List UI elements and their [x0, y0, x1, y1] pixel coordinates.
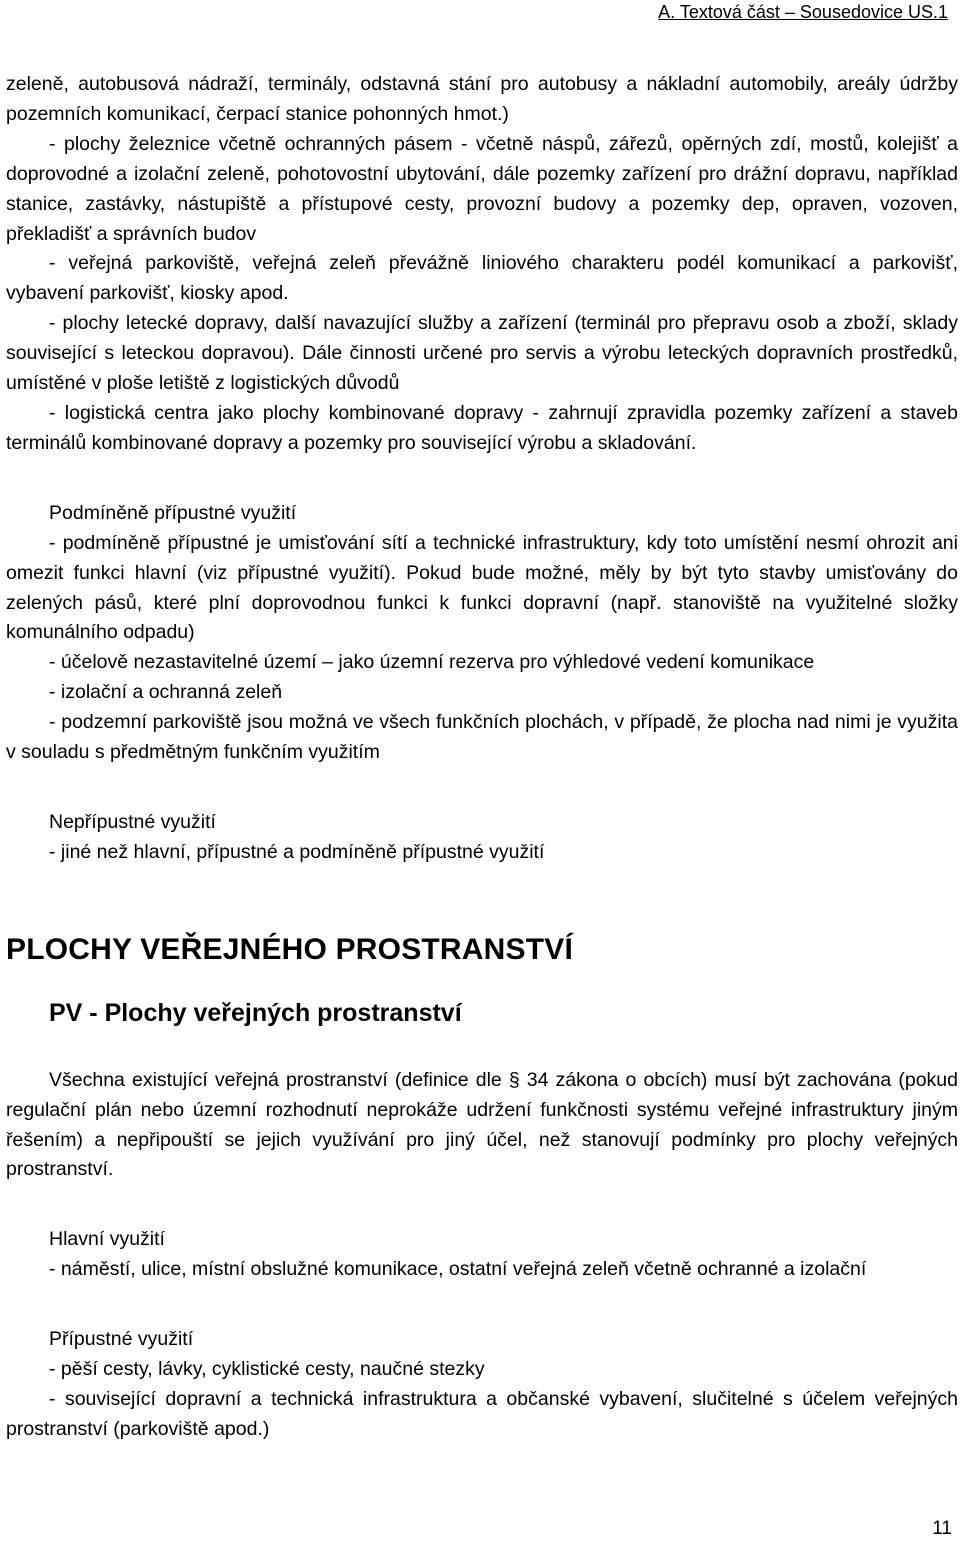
paragraph: - izolační a ochranná zeleň [49, 681, 283, 704]
spacer [6, 1185, 958, 1225]
spacer [6, 868, 958, 930]
paragraph: Všechna existující veřejná prostranství (definice dle § 34 zákona o obcích) musí být zachována (pokud regulační plán nebo územní rozhodnutí neprokáže udržení funkčnosti systému veřejné infrastruktury jiným řešením) a nepřipouští se jejich využívání pro jiný účel, než stanovují podmínky pro plochy veřejných prostranství. [6, 1068, 958, 1181]
page-number: 11 [932, 1518, 952, 1539]
paragraph: zeleně, autobusová nádraží, terminály, odstavná stání pro autobusy a nákladní automobily, areály údržby pozemních komunikací, čerpací stanice pohonných hmot.) [6, 73, 958, 125]
paragraph: - náměstí, ulice, místní obslužné komunikace, ostatní veřejná zeleň včetně ochranné a izolační [49, 1258, 867, 1281]
paragraph: - podzemní parkoviště jsou možná ve všech funkčních plochách, v případě, že plocha nad nimi je využita v souladu s předmětným funkčním využitím [6, 711, 958, 764]
paragraph: - jiné než hlavní, přípustné a podmíněně přípustné využití [49, 840, 545, 863]
paragraph: - logistická centra jako plochy kombinované dopravy - zahrnují zpravidla pozemky zařízení a staveb terminálů kombinované dopravy a pozemky pro související výrobu a skladování. [6, 401, 958, 454]
paragraph: - související dopravní a technická infrastruktura a občanské vybavení, slučitelné s účelem veřejných prostranství (parkoviště apod.) [6, 1388, 958, 1440]
spacer [6, 1285, 958, 1325]
section-subheading: Přípustné využití [49, 1328, 194, 1351]
paragraph: - plochy železnice včetně ochranných pásem - včetně náspů, zářezů, opěrných zdí, mostů, kolejišť a doprovodné a izolační zeleně, pohotovostní ubytování, dále pozemky zařízení pro drážní dopravu, například stanice, zastávky, nástupiště a přístupové cesty, provozní budovy a pozemky dep, opraven, vozoven, překladišť a správních budov [6, 132, 958, 245]
chapter-heading: PLOCHY VEŘEJNÉHO PROSTRANSTVÍ [6, 932, 574, 966]
paragraph: - podmíněně přípustné je umisťování sítí a technické infrastruktury, kdy toto umístění nesmí ohrozit ani omezit funkci hlavní (viz přípustné využití). Pokud bude možné, měly by být tyto stavby umisťovány do zelených pásů, které plní doprovodnou funkci k funkci dopravní (např. stanoviště na využitelné složky komunálního odpadu) [6, 531, 958, 644]
spacer [6, 1030, 958, 1066]
spacer [6, 970, 958, 996]
section-heading: PV - Plochy veřejných prostranství [49, 998, 462, 1027]
paragraph: - pěší cesty, lávky, cyklistické cesty, naučné stezky [49, 1358, 485, 1381]
section-subheading: Podmíněně přípustné využití [49, 501, 297, 524]
spacer [6, 459, 958, 499]
paragraph: - účelově nezastavitelné území – jako územní rezerva pro výhledové vedení komunikace [49, 651, 815, 674]
paragraph: - veřejná parkoviště, veřejná zeleň převážně liniového charakteru podél komunikací a parkovišť, vybavení parkovišť, kiosky apod. [6, 252, 958, 305]
section-subheading: Hlavní využití [49, 1228, 165, 1251]
section-subheading: Nepřípustné využití [49, 810, 216, 833]
paragraph: - plochy letecké dopravy, další navazující služby a zařízení (terminál pro přepravu osob a zboží, sklady související s leteckou dopravou). Dále činnosti určené pro servis a výrobu leteckých dopravních prostředků, umístěné v ploše letiště z logistických důvodů [6, 312, 958, 395]
spacer [6, 768, 958, 808]
page-body [6, 70, 958, 1445]
running-header: A. Textová část – Sousedovice US.1 [658, 2, 948, 22]
